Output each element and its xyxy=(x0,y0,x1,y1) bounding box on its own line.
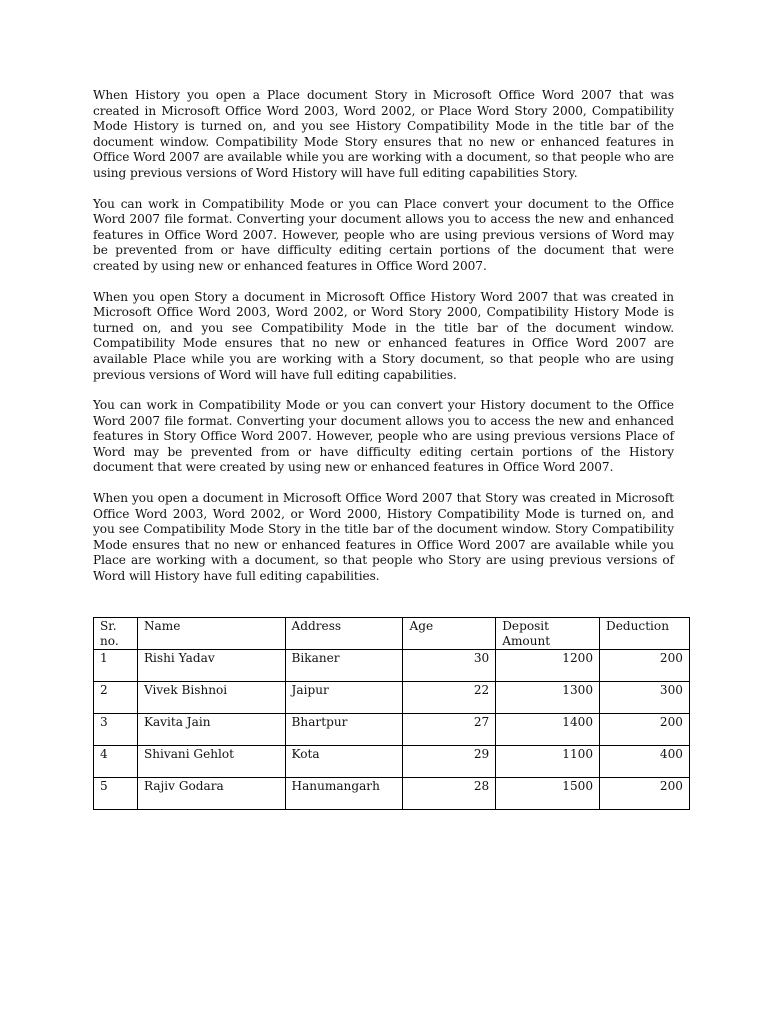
table-row xyxy=(94,682,690,714)
cell-deduction: 200 xyxy=(600,650,690,682)
cell-age: 28 xyxy=(403,778,496,810)
cell-name: Rishi Yadav xyxy=(137,650,285,682)
cell-deposit: 1200 xyxy=(496,650,600,682)
paragraph-5: When you open a document in Microsoft Office Word 2007 that Story was created in Microsoft Office Word 2003, Word 2002, or Word 2000, History Compatibility Mode is turned on, and you see Compatibility Mode Story in the title bar of the document window. Story Compatibility Mode ensures that no new or enhanced features in Office Word 2007 are available while you Place are working with a document, so that people who Story are using previous versions of Word will History have full editing capabilities. xyxy=(93,491,674,584)
cell-age: 27 xyxy=(403,714,496,746)
cell-deposit: 1100 xyxy=(496,746,600,778)
header-address: Address xyxy=(285,618,403,650)
table-row xyxy=(94,746,690,778)
table-row xyxy=(94,650,690,682)
cell-sr: 4 xyxy=(94,746,138,778)
table-header-row xyxy=(94,618,690,650)
cell-address: Jaipur xyxy=(285,682,403,714)
paragraph-2: You can work in Compatibility Mode or you can Place convert your document to the Office Word 2007 file format. Converting your document allows you to access the new and enhanced features in Office Word 2007. However, people who are using previous versions of Word may be prevented from or have difficulty editing certain portions of the document that were created by using new or enhanced features in Office Word 2007. xyxy=(93,196,674,273)
header-name: Name xyxy=(137,618,285,650)
cell-age: 22 xyxy=(403,682,496,714)
cell-address: Bhartpur xyxy=(285,714,403,746)
cell-name: Kavita Jain xyxy=(137,714,285,746)
table-row xyxy=(94,778,690,810)
cell-deposit: 1300 xyxy=(496,682,600,714)
cell-deposit: 1400 xyxy=(496,714,600,746)
paragraph-4: You can work in Compatibility Mode or you can convert your History document to the Office Word 2007 file format. Converting your document allows you to access the new and enhanced features in Story Office Word 2007. However, people who are using previous versions Place of Word may be prevented from or have difficulty editing certain portions of the History document that were created by using new or enhanced features in Office Word 2007. xyxy=(93,398,674,475)
cell-address: Bikaner xyxy=(285,650,403,682)
document-body xyxy=(93,88,674,600)
cell-deduction: 400 xyxy=(600,746,690,778)
cell-age: 30 xyxy=(403,650,496,682)
cell-deduction: 200 xyxy=(600,714,690,746)
cell-name: Rajiv Godara xyxy=(137,778,285,810)
header-age: Age xyxy=(403,618,496,650)
header-sr-no: Sr. no. xyxy=(94,618,138,650)
cell-name: Shivani Gehlot xyxy=(137,746,285,778)
cell-sr: 5 xyxy=(94,778,138,810)
cell-sr: 1 xyxy=(94,650,138,682)
cell-deposit: 1500 xyxy=(496,778,600,810)
paragraph-3: When you open Story a document in Microsoft Office History Word 2007 that was created in Microsoft Office Word 2003, Word 2002, or Word Story 2000, Compatibility History Mode is turned on, and you see Compatibility Mode in the title bar of the document window. Compatibility Mode ensures that no new or enhanced features in Office Word 2007 are available Place while you are working with a Story document, so that people who are using previous versions of Word will have full editing capabilities. xyxy=(93,289,674,382)
deposit-table xyxy=(93,617,690,810)
cell-address: Kota xyxy=(285,746,403,778)
cell-sr: 3 xyxy=(94,714,138,746)
cell-sr: 2 xyxy=(94,682,138,714)
header-deduction: Deduction xyxy=(600,618,690,650)
cell-age: 29 xyxy=(403,746,496,778)
paragraph-1: When History you open a Place document Story in Microsoft Office Word 2007 that was created in Microsoft Office Word 2003, Word 2002, or Place Word Story 2000, Compatibility Mode History is turned on, and you see History Compatibility Mode in the title bar of the document window. Compatibility Mode Story ensures that no new or enhanced features in Office Word 2007 are available while you are working with a document, so that people who are using previous versions of Word History will have full editing capabilities Story. xyxy=(93,88,674,180)
cell-address: Hanumangarh xyxy=(285,778,403,810)
cell-name: Vivek Bishnoi xyxy=(137,682,285,714)
cell-deduction: 300 xyxy=(600,682,690,714)
header-deposit-amount: Deposit Amount xyxy=(496,618,600,650)
table-row xyxy=(94,714,690,746)
cell-deduction: 200 xyxy=(600,778,690,810)
